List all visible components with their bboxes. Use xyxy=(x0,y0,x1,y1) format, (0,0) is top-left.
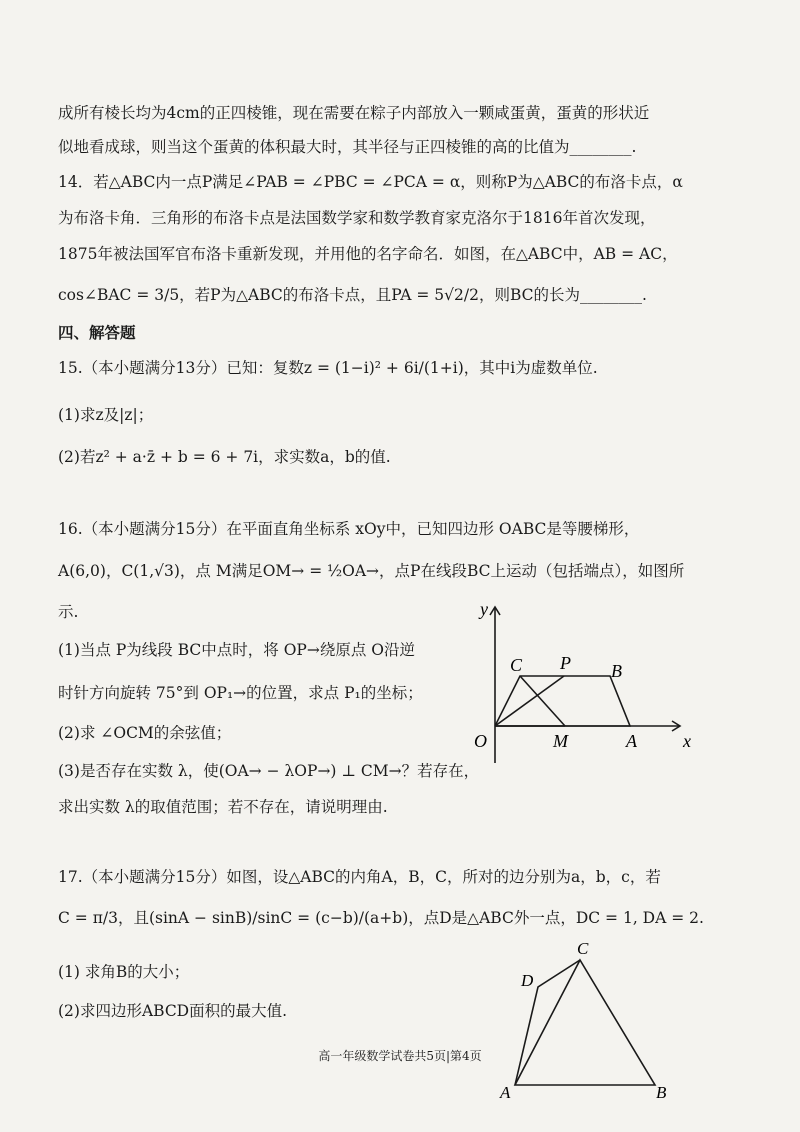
q16-stem-line-2: A(6,0)，C(1,√3)，点 M满足OM→ = ½OA→，点P在线段BC上运动（包括端点），如图所 xyxy=(58,562,685,580)
q16-part-1-line-2: 时针方向旋转 75°到 OP₁→的位置，求点 P₁的坐标； xyxy=(58,684,423,702)
q17-part-1: (1) 求角B的大小； xyxy=(58,963,190,981)
label-c: C xyxy=(510,655,523,675)
q14-text-line-1: 14．若△ABC内一点P满足∠PAB = ∠PBC = ∠PCA = α，则称P为△ABC的布洛卡点，α xyxy=(58,173,683,191)
label-p: P xyxy=(560,653,571,673)
q17-part-2: (2)求四边形ABCD面积的最大值. xyxy=(58,1002,288,1020)
segment-cm xyxy=(520,676,565,726)
label-c: C xyxy=(577,939,589,958)
q17-stem-line-1: 17.（本小题满分15分）如图，设△ABC的内角A，B，C，所对的边分别为a，b，c，若 xyxy=(58,868,661,886)
q16-stem-line-3: 示. xyxy=(58,603,79,621)
q15-stem: 15.（本小题满分13分）已知：复数z = (1−i)² + 6i/(1+i)，其中i为虚数单位. xyxy=(58,359,598,377)
q14-text-line-4: cos∠BAC = 3/5，若P为△ABC的布洛卡点，且PA = 5√2/2，则BC的长为________. xyxy=(58,286,647,304)
label-o: O xyxy=(474,731,487,751)
label-y: y xyxy=(480,599,488,619)
figure-q16-trapezoid xyxy=(440,595,710,765)
label-x: x xyxy=(683,731,691,751)
triangle-abc xyxy=(515,960,655,1085)
label-b: B xyxy=(656,1083,667,1102)
label-a: A xyxy=(626,731,637,751)
q15-part-1: (1)求z及|z|； xyxy=(58,406,154,424)
label-d: D xyxy=(521,971,534,990)
figure-q17-quadrilateral xyxy=(490,930,690,1110)
section-heading: 四、解答题 xyxy=(58,323,136,342)
q14-text-line-2: 为布洛卡角．三角形的布洛卡点是法国数学家和数学教育家克洛尔于1816年首次发现， xyxy=(58,209,656,227)
page-footer: 高一年级数学试卷共5页|第4页 xyxy=(318,1049,482,1063)
q16-part-3-line-1: (3)是否存在实数 λ，使(OA→ − λOP→) ⊥ CM→？若存在， xyxy=(58,762,480,780)
segment-op xyxy=(495,676,564,726)
q16-part-3-line-2: 求出实数 λ的取值范围；若不存在，请说明理由. xyxy=(58,798,388,816)
q13-text-line-2: 似地看成球，则当这个蛋黄的体积最大时，其半径与正四棱锥的高的比值为________. xyxy=(58,138,637,156)
label-b: B xyxy=(611,661,622,681)
label-m: M xyxy=(553,731,568,751)
q15-part-2: (2)若z² + a·z̄ + b = 6 + 7i，求实数a，b的值. xyxy=(58,448,391,466)
q14-text-line-3: 1875年被法国军官布洛卡重新发现，并用他的名字命名．如图，在△ABC中，AB = AC， xyxy=(58,245,678,263)
q17-stem-line-2: C = π/3，且(sinA − sinB)/sinC = (c−b)/(a+b)，点D是△ABC外一点，DC = 1, DA = 2. xyxy=(58,909,704,927)
q13-text-line-1: 成所有棱长均为4cm的正四棱锥，现在需要在粽子内部放入一颗咸蛋黄，蛋黄的形状近 xyxy=(58,104,650,122)
q16-stem-line-1: 16.（本小题满分15分）在平面直角坐标系 xOy中，已知四边形 OABC是等腰梯形， xyxy=(58,520,640,538)
trapezoid-oabc xyxy=(495,676,630,726)
q16-part-2: (2)求 ∠OCM的余弦值； xyxy=(58,724,232,742)
label-a: A xyxy=(500,1083,511,1102)
q16-part-1-line-1: (1)当点 P为线段 BC中点时，将 OP→绕原点 O沿逆 xyxy=(58,641,415,659)
